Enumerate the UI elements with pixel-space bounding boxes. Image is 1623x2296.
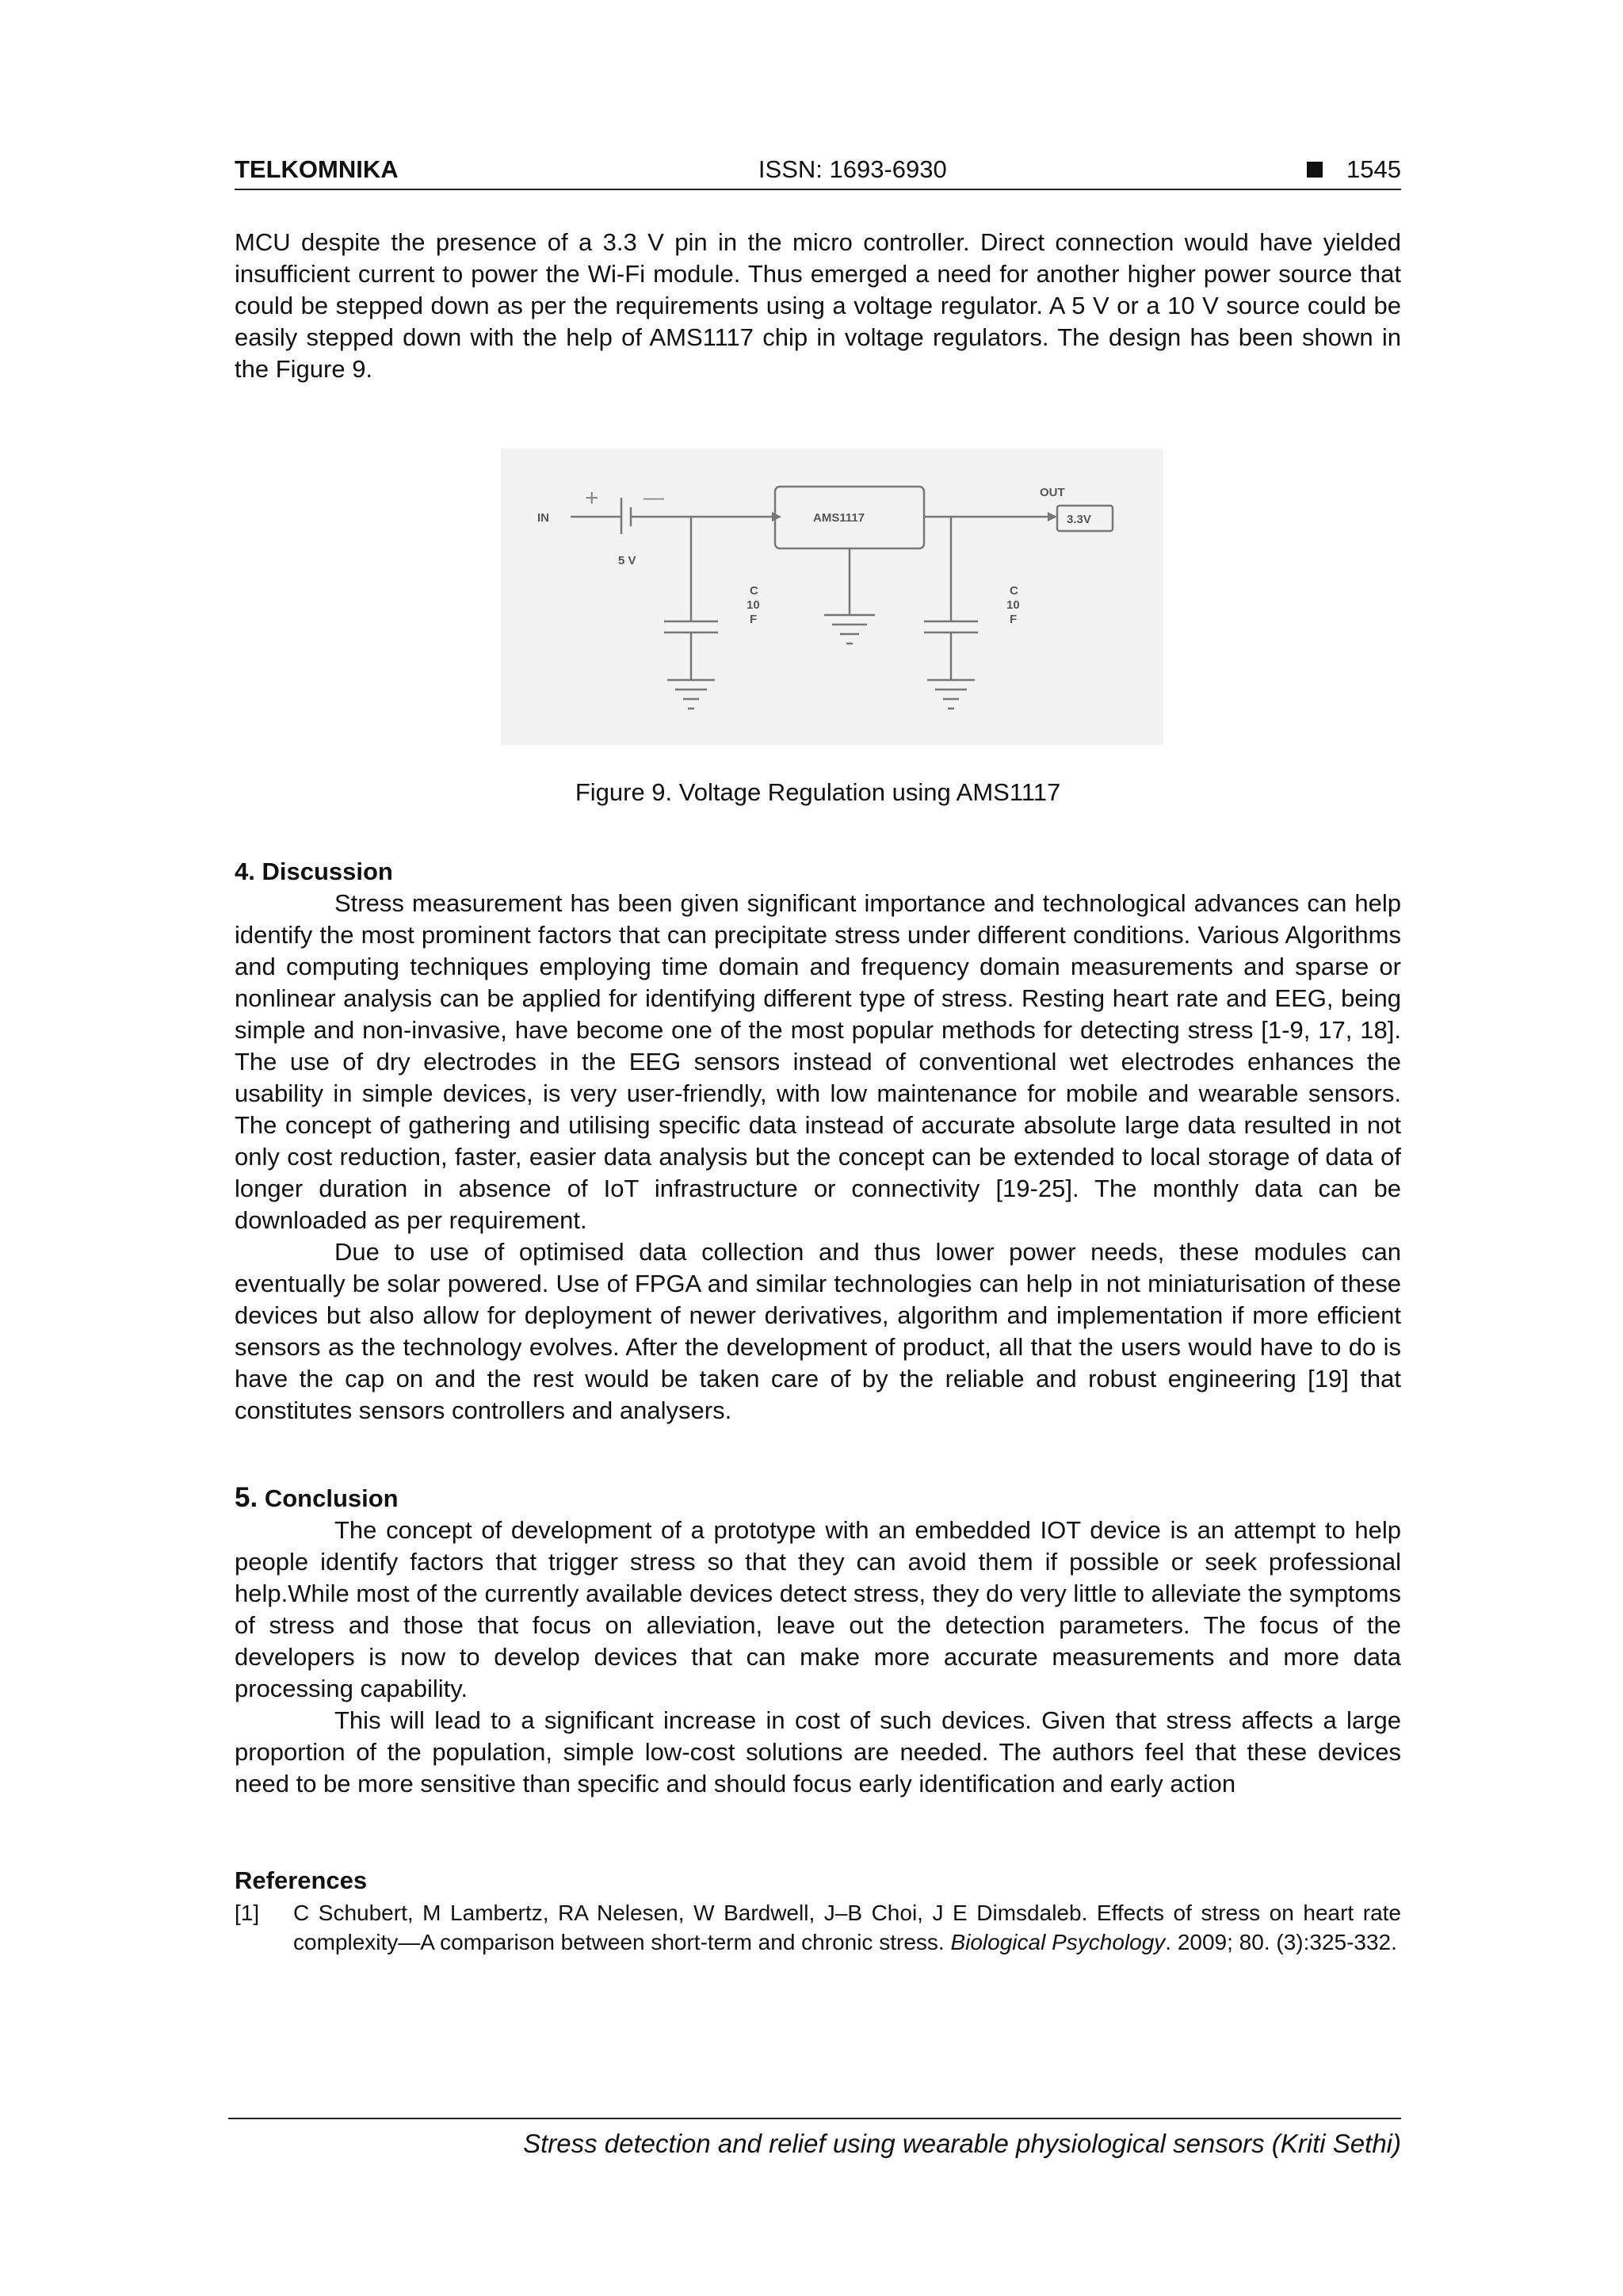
reference-item	[235, 1898, 1401, 1957]
cap2-letter: C	[1010, 584, 1018, 598]
reference-journal: Biological Psychology	[950, 1930, 1166, 1954]
discussion-paragraph-2: Due to use of optimised data collection and thus lower power needs, these modules can eventually be solar powered. Use of FPGA and similar technologies can help in not miniaturisation of these devices but also allow for deployment of newer derivatives, algorithm and implementation if more efficient sensors as the technology evolves. After the development of product, all that the users would have to do is have the cap on and the rest would be taken care of by the reliable and robust engineering [19] that constitutes sensors controllers and analysers.	[235, 1238, 1401, 1424]
square-bullet-icon	[1307, 162, 1323, 178]
conclusion-heading-text: Conclusion	[264, 1484, 399, 1512]
discussion-paragraph-1: Stress measurement has been given significant importance and technological advances can help identify the most prominent factors that can precipitate stress under different conditions. Various Algorithms and computing techniques employing time domain and frequency domain measurements and sparse or nonlinear analysis can be applied for identifying different type of stress. Resting heart rate and EEG, being simple and non-invasive, have become one of the most popular methods for detecting stress [1-9, 17, 18]. The use of dry electrodes in the EEG sensors instead of conventional wet electrodes enhances the usability in simple devices, is very user-friendly, with low maintenance for mobile and wearable sensors. The concept of gathering and utilising specific data instead of accurate absolute large data resulted in not only cost reduction, faster, easier data analysis but the concept can be extended to local storage of data of longer duration in absence of IoT infrastructure or connectivity [19-25]. The monthly data can be downloaded as per requirement.	[235, 889, 1401, 1234]
label-plus: +	[585, 485, 599, 511]
arrow-to-chip-icon	[772, 512, 781, 521]
cap1-letter: C	[750, 584, 758, 598]
reference-number: [1]	[235, 1901, 260, 1925]
circuit-diagram	[501, 449, 1163, 745]
figure-caption: Figure 9. Voltage Regulation using AMS1117	[575, 778, 1061, 806]
label-chip: AMS1117	[813, 511, 865, 525]
label-out: OUT	[1040, 486, 1065, 499]
label-in: IN	[537, 511, 549, 525]
cap2-value: 10	[1006, 598, 1020, 612]
reference-tail: . 2009; 80. (3):325-332.	[1165, 1930, 1397, 1954]
journal-name: TELKOMNIKA	[235, 155, 399, 183]
conclusion-paragraph-2: This will lead to a significant increase in cost of such devices. Given that stress affects a large proportion of the population, simple low-cost solutions are needed. The authors feel that these devices need to be more sensitive than specific and should focus early identification and early action	[235, 1706, 1401, 1797]
page-number	[1307, 155, 1401, 184]
reference-body: C Schubert, M Lambertz, RA Nelesen, W Bardwell, J–B Choi, J E Dimsdaleb. Effects of stress on heart rate complexity—A comparison between short-term and chronic stress.	[293, 1901, 1401, 1954]
intro-paragraph: MCU despite the presence of a 3.3 V pin in the micro controller. Direct connection would have yielded insufficient current to power the Wi-Fi module. Thus emerged a need for another higher power source that could be stepped down as per the requirements using a voltage regulator. A 5 V or a 10 V source could be easily stepped down with the help of AMS1117 chip in voltage regulators. The design has been shown in the Figure 9.	[235, 228, 1401, 383]
running-footer: Stress detection and relief using wearable physiological sensors (Kriti Sethi)	[228, 2118, 1401, 2159]
cap2-unit: F	[1010, 613, 1018, 626]
figure-9	[501, 449, 1163, 745]
conclusion-paragraph-1: The concept of development of a prototype with an embedded IOT device is an attempt to help people identify factors that trigger stress so that they can avoid them if possible or seek professional help.While most of the currently available devices detect stress, they do very little to alleviate the symptoms of stress and those that focus on alleviation, leave out the detection parameters. The focus of the developers is now to develop devices that can make more accurate measurements and more data processing capability.	[235, 1516, 1401, 1702]
running-header	[235, 155, 1401, 190]
arrow-to-output-icon	[1048, 512, 1057, 521]
reference-text	[293, 1898, 1401, 1957]
conclusion-heading	[235, 1482, 1401, 1515]
cap1-unit: F	[750, 613, 758, 626]
discussion-heading: 4. Discussion	[235, 858, 393, 885]
paper-page	[235, 155, 1401, 1957]
page-number-text: 1545	[1346, 155, 1401, 183]
issn: ISSN: 1693-6930	[758, 155, 947, 183]
label-source-voltage: 5 V	[618, 554, 636, 567]
cap1-value: 10	[747, 598, 760, 612]
references-heading: References	[235, 1866, 368, 1894]
label-minus: —	[643, 485, 664, 509]
label-out-voltage: 3.3V	[1067, 513, 1091, 526]
conclusion-heading-number: 5.	[235, 1482, 258, 1513]
